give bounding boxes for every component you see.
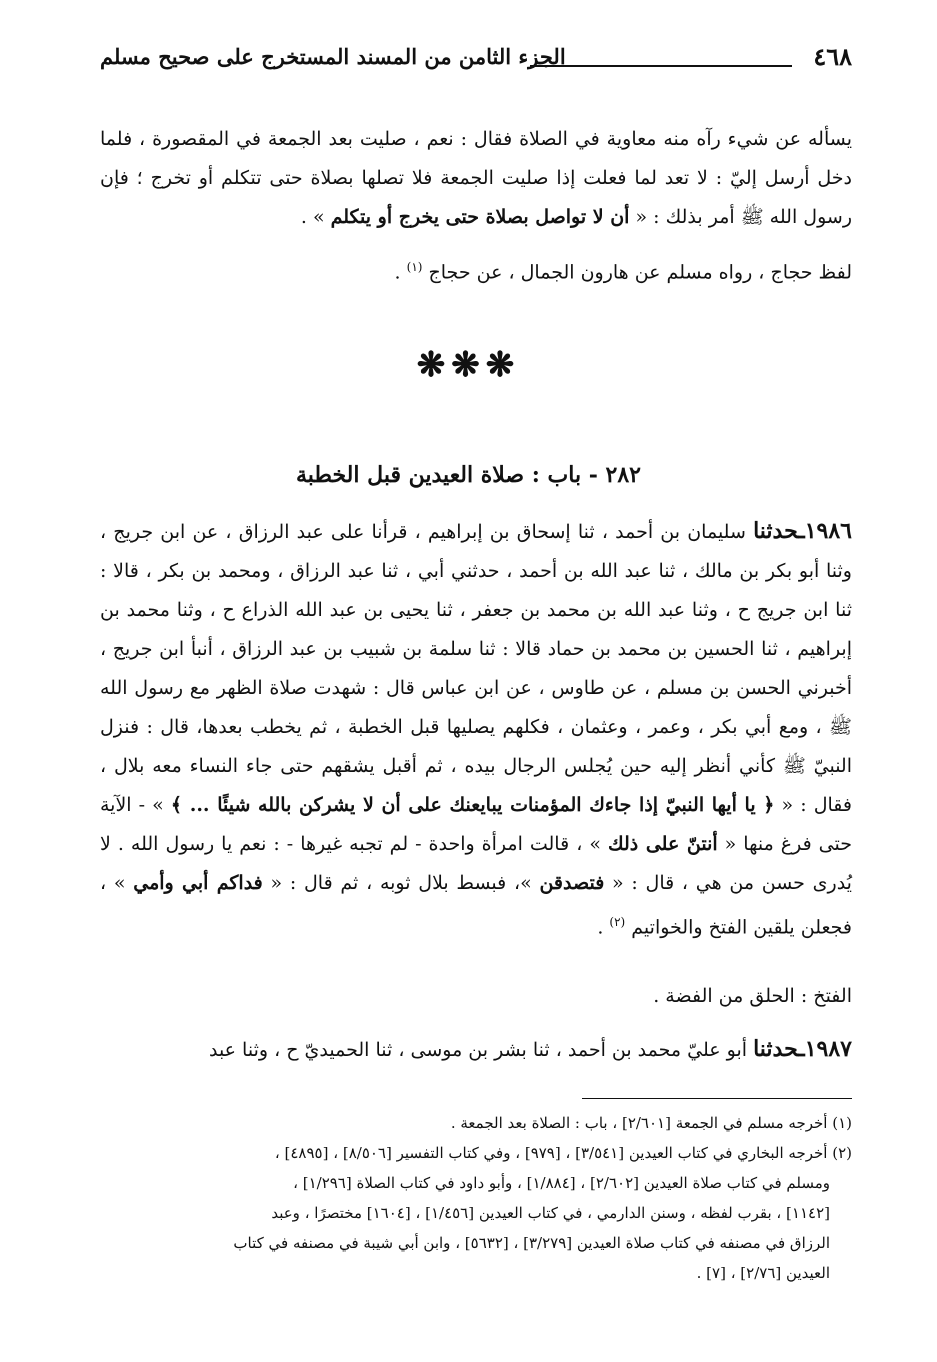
hadith-text: أبو عليّ محمد بن أحمد ، ثنا بشر بن موسى ، ثنا الحميديّ ح ، وثنا عبد [208, 1039, 754, 1061]
prophetic-quote-4: فداكم أبي وأمي [133, 872, 263, 894]
header-rule [530, 65, 792, 67]
footnote-2-line-4: الرزاق في مصنفه في كتاب صلاة العيدين [٣/٢٧٩] ، [٥٦٣٢] ، وابن أبي شيبة في مصنفه في كتاب [233, 1234, 830, 1252]
attribution-end: . [394, 261, 407, 284]
footnote-2-line-2: ومسلم في كتاب صلاة العيدين [٢/٦٠٢] ، [١/٨٨٤] ، وأبو داود في كتاب الصلاة [١/٢٩٦] ، [293, 1174, 830, 1192]
prophetic-quote-2: أنتنّ على ذلك [607, 833, 718, 855]
narration-keyword: ـحدثنا [753, 1036, 805, 1062]
attribution-text: لفظ حجاج ، رواه مسلم عن هارون الجمال ، عن حجاج [428, 261, 852, 284]
footnote-ref-1: (١) [406, 260, 423, 274]
hadith-1986 [100, 512, 852, 947]
hadith-text-2: » - الآية حتى فرغ منها « [100, 794, 852, 855]
footnotes [100, 1108, 852, 1288]
hadith-text-5: » ، فجعلن يلقين الفتخ والخواتيم [100, 872, 852, 939]
footnote-1: (١) أخرجه مسلم في الجمعة [٢/٦٠١] ، باب : الصلاة بعد الجمعة . [450, 1114, 852, 1132]
page-header [100, 42, 852, 82]
page-number: ٤٦٨ [813, 42, 852, 71]
section-separator: ❋❋❋ [416, 345, 521, 385]
hadith-text-4: »، فبسط بلال ثوبه ، ثم قال : « [262, 872, 540, 894]
hadith-number: ١٩٨٧ [804, 1036, 852, 1062]
footnote-2-line-3: [١١٤٢] ، بقرب لفظه ، وسنن الدارمي ، في كتاب العيدين [١/٤٥٦] ، [١٦٠٤] مختصرًا ، وعبد [271, 1204, 830, 1222]
chapter-title: ٢٨٢ - باب : صلاة العيدين قبل الخطبة [296, 462, 641, 488]
gloss-note: الفتخ : الحلق من الفضة . [653, 985, 852, 1007]
hadith-number: ١٩٨٦ [804, 518, 852, 544]
intro-attribution [140, 248, 852, 292]
hadith-text-1: سليمان بن أحمد ، ثنا إسحاق بن إبراهيم ، قرأنا على عبد الرزاق ، عن ابن جريج ، وثنا أبو بكر بن مالك ، ثنا عبد الله بن أحمد ، حدثني أبي ، ثنا عبد الرزاق ، ومحمد بن بكر ، قالا : ثنا ابن جريج ح ، وثنا عبد الله بن محمد بن جعفر ، ثنا يحيى بن عبد الله الذراع ح ، وثنا محمد بن إبراهيم ، ثنا الحسين بن محمد بن حماد قالا : ثنا سلمة بن شبيب بن عبد الرزاق ، أنبأ ابن جريج ، أخبرني الحسن بن مسلم ، عن طاوس ، عن ابن عباس قال : شهدت صلاة الظهر مع رسول الله ﷺ ، ومع أبي بكر ، وعمر ، وعثمان ، فكلهم يصليها قبل الخطبة ، ثم يخطب بعدها، قال : فنزل النبيّ ﷺ كأني أنظر إليه حين يُجلس الرجال بيده ، ثم أقبل يشقهم حتى جاء النساء معه بلال ، فقال : « [100, 521, 852, 816]
hadith-text-3: » ، قالت امرأة واحدة - لم تجبه غيرها - : نعم يا رسول الله . لا يُدرى حسن من هي ، قال : « [100, 833, 852, 894]
intro-line-2: أرسل إليّ : لا تعد لما فعلت إذا صليت الجمعة فلا تصلها بصلاة حتى تتكلم أو تخرج ؛ فإن رسول [100, 167, 852, 228]
narration-keyword: ـحدثنا [753, 518, 805, 544]
intro-line-3-prefix: الله ﷺ أمر بذلك : « [629, 206, 798, 228]
intro-line-1: يسأله عن شيء رآه منه معاوية في الصلاة فقال : نعم ، صليت بعد الجمعة في المقصورة ، فلما دخل [100, 128, 853, 189]
footnote-rule [582, 1098, 852, 1099]
intro-paragraph [100, 120, 852, 237]
running-title: الجزء الثامن من المسند المستخرج على صحيح مسلم [100, 44, 566, 69]
intro-line-3-suffix: » . [300, 206, 331, 228]
footnote-2-line-1: (٢) أخرجه البخاري في كتاب العيدين [٣/٥٤١] ، [٩٧٩] ، وفي كتاب التفسير [٨/٥٠٦] ، [٤٨٩٥] ، [274, 1144, 852, 1162]
hadith-end: . [597, 916, 610, 939]
prophetic-quote: أن لا تواصل بصلاة حتى يخرج أو يتكلم [330, 206, 630, 228]
footnote-2-line-5: العيدين [٢/٧٦] ، [٧] . [696, 1264, 830, 1282]
quran-quote: ﴿ يا أيها النبيّ إذا جاءك المؤمنات يبايعنك على أن لا يشركن بالله شيئًا ... ﴾ [170, 794, 775, 816]
prophetic-quote-3: فتصدقن [539, 872, 605, 894]
footnote-ref-2: (٢) [609, 915, 626, 929]
hadith-1987 [100, 1030, 852, 1070]
